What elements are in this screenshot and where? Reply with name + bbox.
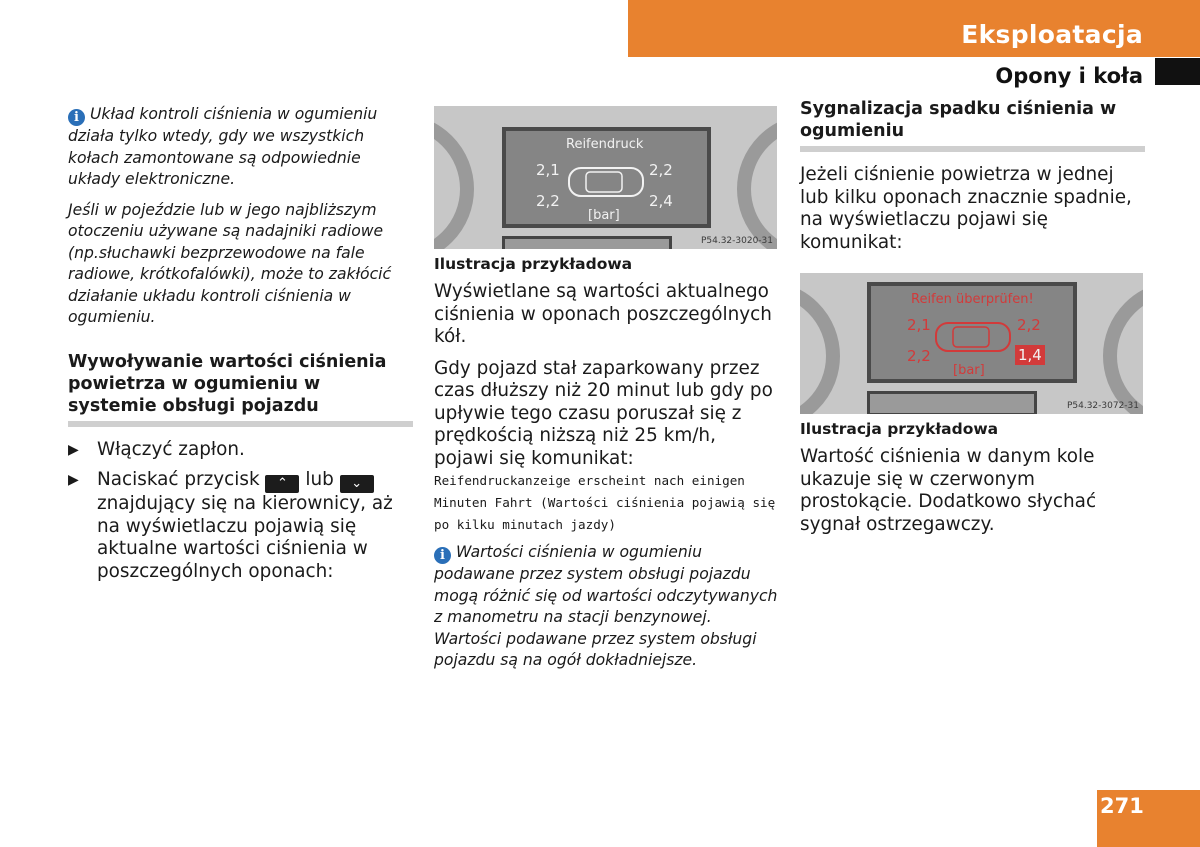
step-text: lub — [305, 469, 334, 490]
info-note-text: Układ kontroli ciśnienia w ogumieniu działa tylko wtedy, gdy we wszystkich kołach zamontowane są odpowiednie układy elektroniczne. — [68, 105, 378, 188]
instrument-display — [867, 282, 1077, 383]
page-number: 271 — [1100, 794, 1144, 818]
front-left-value: 2,1 — [536, 161, 560, 179]
figure-code: P54.32-3072-31 — [1066, 401, 1139, 411]
rear-left-value: 2,2 — [907, 347, 931, 365]
info-note-text: Wartości ciśnienia w ogumieniu podawane przez system obsługi pojazdu mogą różnić się od wartości odczytywanych z manometru na stacji benzynowej. Wartości podawane przez system obsługi pojazdu są na ogół dokładniejsze. — [434, 543, 778, 669]
section-heading: Sygnalizacja spadku ciśnienia w ogumieniu — [800, 99, 1117, 141]
paragraph: Jeżeli ciśnienie powietrza w jednej lub kilku oponach znacznie spadnie, na wyświetlaczu pojawi się komunikat: — [800, 164, 1132, 253]
column-left — [68, 104, 413, 583]
radio-interference-note: Jeśli w pojeździe lub w jego najbliższym otoczeniu używane są nadajniki radiowe (np.słuchawki bezprzewodowe na fale radiowe, krótkofalówki), może to zakłócić działanie układu kontroli ciśnienia w ogumieniu. — [68, 200, 392, 326]
instrument-display — [502, 127, 711, 228]
step-item — [68, 439, 413, 462]
section-tab-marker — [1155, 58, 1200, 85]
rear-left-value: 2,2 — [536, 192, 560, 210]
info-icon: i — [68, 109, 85, 126]
step-text: Naciskać przycisk — [97, 469, 260, 490]
gauge-right — [1103, 281, 1143, 414]
down-button-icon: ⌄ — [340, 475, 374, 493]
section-title: Eksploatacja — [961, 20, 1143, 49]
paragraph: Wartość ciśnienia w danym kole ukazuje się w czerwonym prostokącie. Dodatkowo słychać sygnał ostrzegawczy. — [800, 446, 1097, 535]
info-note — [434, 542, 779, 672]
info-icon: i — [434, 547, 451, 564]
subsection-title: Opony i koła — [995, 64, 1143, 88]
lower-display-panel — [502, 236, 672, 249]
car-icon — [933, 318, 1013, 356]
gauge-left — [434, 114, 474, 249]
step-item — [68, 469, 413, 583]
arrow-bullet-icon: ▶ — [68, 441, 79, 458]
unit-label: [bar] — [953, 363, 985, 378]
gauge-right — [737, 114, 777, 249]
display-title: Reifendruck — [566, 137, 644, 152]
step-text: Włączyć zapłon. — [97, 438, 245, 460]
paragraph: Gdy pojazd stał zaparkowany przez czas dłuższy niż 20 minut lub gdy po upływie tego czasu poruszał się z prędkością niższą niż 25 km/h, pojawi się komunikat: — [434, 357, 773, 469]
section-heading: Wywoływanie wartości ciśnienia powietrza w ogumieniu w systemie obsługi pojazdu — [68, 351, 387, 416]
info-note — [68, 104, 413, 191]
front-right-value: 2,2 — [649, 161, 673, 179]
front-left-value: 2,1 — [907, 316, 931, 334]
front-right-value: 2,2 — [1017, 316, 1041, 334]
step-text: znajdujący się na kierownicy, aż na wyświetlaczu pojawią się aktualne wartości ciśnienia w poszczególnych oponach: — [97, 493, 393, 582]
paragraph: Wyświetlane są wartości aktualnego ciśnienia w oponach poszczególnych kół. — [434, 281, 772, 347]
column-middle — [434, 106, 779, 672]
tire-pressure-display-figure — [434, 106, 777, 249]
up-button-icon: ⌃ — [265, 475, 299, 493]
column-right — [800, 98, 1145, 536]
figure-caption: Ilustracja przykładowa — [800, 420, 999, 438]
figure-code: P54.32-3020-31 — [700, 236, 773, 246]
rear-right-value: 2,4 — [649, 192, 673, 210]
unit-label: [bar] — [588, 208, 620, 223]
figure-caption: Ilustracja przykładowa — [434, 255, 633, 273]
warning-title: Reifen überprüfen! — [911, 292, 1034, 307]
arrow-bullet-icon: ▶ — [68, 472, 79, 488]
rear-right-warning-value: 1,4 — [1015, 345, 1045, 365]
car-icon — [566, 163, 646, 201]
gauge-left — [800, 281, 840, 414]
display-message: Reifendruckanzeige erscheint nach einigen Minuten Fahrt (Wartości ciśnienia pojawią się po kilku minutach jazdy) — [434, 473, 776, 532]
tire-warning-display-figure — [800, 273, 1143, 414]
lower-display-panel — [867, 391, 1037, 414]
